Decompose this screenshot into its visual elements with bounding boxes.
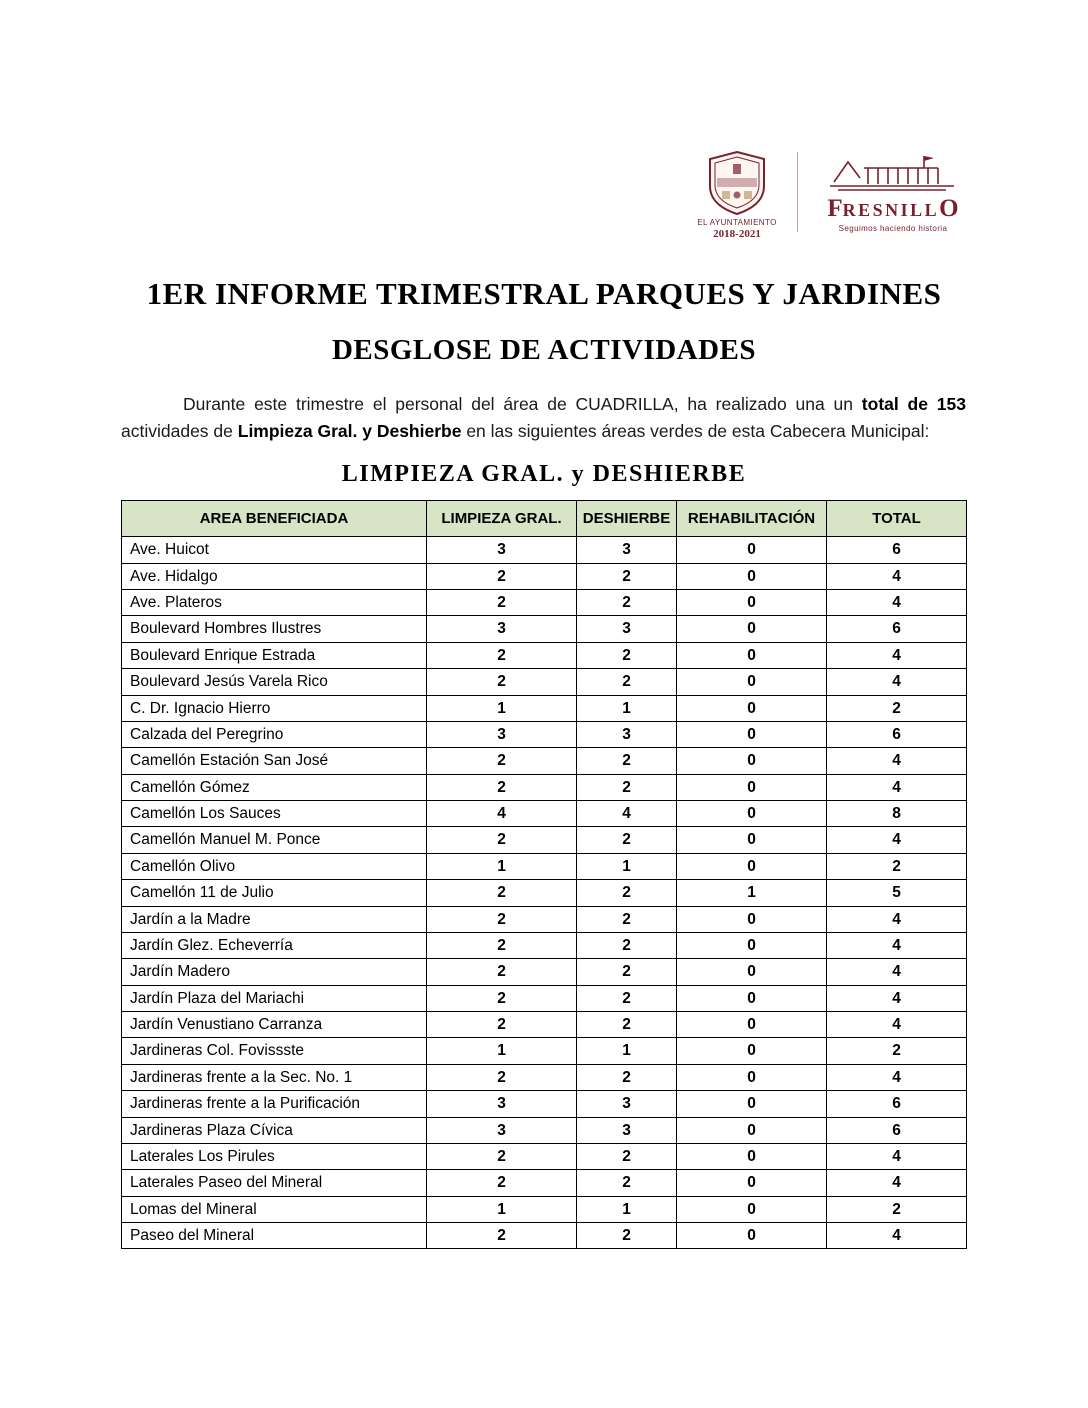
value-cell: 2 [827, 1196, 967, 1222]
area-cell: Boulevard Jesús Varela Rico [122, 669, 427, 695]
area-cell: Camellón Manuel M. Ponce [122, 827, 427, 853]
value-cell: 2 [427, 932, 577, 958]
value-cell: 3 [577, 1117, 677, 1143]
value-cell: 3 [427, 1091, 577, 1117]
value-cell: 1 [427, 1038, 577, 1064]
value-cell: 0 [677, 1143, 827, 1169]
value-cell: 4 [827, 590, 967, 616]
value-cell: 2 [427, 563, 577, 589]
header-deshierbe: DESHIERBE [577, 501, 677, 537]
value-cell: 2 [427, 985, 577, 1011]
value-cell: 1 [427, 853, 577, 879]
value-cell: 0 [677, 932, 827, 958]
value-cell: 2 [427, 1143, 577, 1169]
area-cell: C. Dr. Ignacio Hierro [122, 695, 427, 721]
value-cell: 2 [827, 853, 967, 879]
crest-caption-text: EL AYUNTAMIENTO [697, 218, 777, 227]
value-cell: 2 [427, 906, 577, 932]
value-cell: 1 [427, 695, 577, 721]
value-cell: 0 [677, 853, 827, 879]
value-cell: 6 [827, 721, 967, 747]
value-cell: 3 [577, 616, 677, 642]
intro-activity-bold: Limpieza Gral. y Deshierbe [237, 421, 462, 442]
value-cell: 2 [577, 959, 677, 985]
table-row [122, 774, 967, 800]
value-cell: 1 [577, 1038, 677, 1064]
value-cell: 2 [577, 1170, 677, 1196]
value-cell: 0 [677, 774, 827, 800]
table-row [122, 1091, 967, 1117]
area-cell: Lomas del Mineral [122, 1196, 427, 1222]
fresnillo-logo [814, 150, 972, 233]
area-cell: Jardín Venustiano Carranza [122, 1012, 427, 1038]
wordmark-middle: RESNILL [842, 200, 940, 220]
value-cell: 4 [827, 748, 967, 774]
area-cell: Boulevard Enrique Estrada [122, 642, 427, 668]
intro-seg1: Durante este trimestre el personal del área de CUADRILLA, ha realizado una un [183, 394, 862, 415]
value-cell: 0 [677, 827, 827, 853]
value-cell: 6 [827, 1117, 967, 1143]
value-cell: 0 [677, 590, 827, 616]
area-cell: Jardineras Plaza Cívica [122, 1117, 427, 1143]
value-cell: 1 [427, 1196, 577, 1222]
value-cell: 4 [827, 985, 967, 1011]
intro-total-bold: total de 153 [861, 394, 966, 415]
table-row [122, 1196, 967, 1222]
table-row [122, 1012, 967, 1038]
value-cell: 5 [827, 880, 967, 906]
value-cell: 1 [577, 695, 677, 721]
intro-paragraph [121, 391, 966, 445]
value-cell: 0 [677, 695, 827, 721]
value-cell: 3 [427, 537, 577, 563]
value-cell: 0 [677, 906, 827, 932]
value-cell: 4 [577, 801, 677, 827]
area-cell: Camellón Estación San José [122, 748, 427, 774]
value-cell: 2 [427, 827, 577, 853]
table-row [122, 748, 967, 774]
header-area-beneficiada: AREA BENEFICIADA [122, 501, 427, 537]
value-cell: 0 [677, 748, 827, 774]
wordmark-initial: F [827, 195, 843, 222]
value-cell: 6 [827, 616, 967, 642]
value-cell: 0 [677, 563, 827, 589]
fresnillo-wordmark [827, 196, 958, 221]
area-cell: Boulevard Hombres Ilustres [122, 616, 427, 642]
value-cell: 2 [427, 669, 577, 695]
wordmark-final: O [939, 195, 959, 222]
table-row [122, 880, 967, 906]
value-cell: 2 [427, 880, 577, 906]
value-cell: 3 [427, 616, 577, 642]
table-row [122, 669, 967, 695]
value-cell: 4 [827, 827, 967, 853]
value-cell: 4 [827, 642, 967, 668]
value-cell: 3 [577, 721, 677, 747]
intro-seg5: en las siguientes áreas verdes de esta Cabecera Municipal: [461, 421, 930, 442]
table-row [122, 1038, 967, 1064]
header-rehabilitacion: REHABILITACIÓN [677, 501, 827, 537]
value-cell: 2 [427, 774, 577, 800]
value-cell: 0 [677, 642, 827, 668]
value-cell: 2 [577, 1064, 677, 1090]
value-cell: 2 [577, 880, 677, 906]
value-cell: 3 [577, 1091, 677, 1117]
table-row [122, 1143, 967, 1169]
value-cell: 0 [677, 801, 827, 827]
logo-divider [797, 152, 798, 232]
value-cell: 0 [677, 616, 827, 642]
value-cell: 4 [827, 1143, 967, 1169]
area-cell: Calzada del Peregrino [122, 721, 427, 747]
value-cell: 1 [577, 1196, 677, 1222]
area-cell: Ave. Hidalgo [122, 563, 427, 589]
table-row [122, 853, 967, 879]
table-row [122, 827, 967, 853]
table-row [122, 1064, 967, 1090]
value-cell: 0 [677, 1223, 827, 1249]
area-cell: Camellón Gómez [122, 774, 427, 800]
table-row [122, 932, 967, 958]
area-cell: Jardineras Col. Fovissste [122, 1038, 427, 1064]
value-cell: 3 [577, 537, 677, 563]
area-cell: Laterales Paseo del Mineral [122, 1170, 427, 1196]
value-cell: 0 [677, 1038, 827, 1064]
value-cell: 4 [827, 1223, 967, 1249]
value-cell: 2 [577, 827, 677, 853]
brand-tagline: Seguimos haciendo historia [838, 224, 948, 233]
value-cell: 8 [827, 801, 967, 827]
value-cell: 2 [577, 748, 677, 774]
value-cell: 2 [577, 590, 677, 616]
value-cell: 2 [427, 748, 577, 774]
municipal-crest-logo [693, 150, 781, 241]
table-row [122, 959, 967, 985]
value-cell: 2 [427, 642, 577, 668]
crest-shield-icon [707, 150, 767, 216]
value-cell: 2 [427, 1064, 577, 1090]
value-cell: 2 [427, 590, 577, 616]
value-cell: 4 [827, 774, 967, 800]
area-cell: Camellón Los Sauces [122, 801, 427, 827]
value-cell: 0 [677, 1012, 827, 1038]
value-cell: 2 [827, 695, 967, 721]
value-cell: 0 [677, 1117, 827, 1143]
table-row [122, 590, 967, 616]
value-cell: 2 [577, 932, 677, 958]
table-row [122, 616, 967, 642]
fresnillo-building-icon [826, 150, 960, 194]
area-cell: Jardineras frente a la Sec. No. 1 [122, 1064, 427, 1090]
value-cell: 0 [677, 985, 827, 1011]
value-cell: 4 [827, 959, 967, 985]
activities-table [121, 500, 967, 1249]
value-cell: 2 [577, 563, 677, 589]
header-limpieza-gral: LIMPIEZA GRAL. [427, 501, 577, 537]
crest-caption [697, 218, 777, 241]
value-cell: 6 [827, 537, 967, 563]
value-cell: 2 [427, 1223, 577, 1249]
value-cell: 2 [577, 906, 677, 932]
value-cell: 2 [427, 1012, 577, 1038]
page-subtitle: DESGLOSE DE ACTIVIDADES [331, 334, 757, 367]
area-cell: Camellón Olivo [122, 853, 427, 879]
value-cell: 2 [577, 642, 677, 668]
area-cell: Camellón 11 de Julio [122, 880, 427, 906]
intro-seg3: actividades de [121, 421, 238, 442]
table-row [122, 801, 967, 827]
value-cell: 2 [577, 1012, 677, 1038]
area-cell: Jardín Madero [122, 959, 427, 985]
table-row [122, 1170, 967, 1196]
value-cell: 3 [427, 1117, 577, 1143]
table-row [122, 906, 967, 932]
value-cell: 4 [827, 932, 967, 958]
value-cell: 2 [577, 669, 677, 695]
value-cell: 4 [427, 801, 577, 827]
table-row [122, 721, 967, 747]
value-cell: 2 [427, 1170, 577, 1196]
header-total: TOTAL [827, 501, 967, 537]
table-header [122, 501, 967, 537]
page-title: 1ER INFORME TRIMESTRAL PARQUES Y JARDINES [146, 276, 942, 311]
value-cell: 0 [677, 1091, 827, 1117]
value-cell: 4 [827, 669, 967, 695]
area-cell: Ave. Huicot [122, 537, 427, 563]
value-cell: 2 [577, 1143, 677, 1169]
value-cell: 4 [827, 1064, 967, 1090]
value-cell: 0 [677, 721, 827, 747]
value-cell: 0 [677, 669, 827, 695]
value-cell: 4 [827, 563, 967, 589]
crest-years-text: 2018-2021 [713, 227, 761, 240]
value-cell: 1 [577, 853, 677, 879]
value-cell: 4 [827, 1170, 967, 1196]
area-cell: Jardineras frente a la Purificación [122, 1091, 427, 1117]
area-cell: Laterales Los Pirules [122, 1143, 427, 1169]
value-cell: 0 [677, 1170, 827, 1196]
value-cell: 1 [677, 880, 827, 906]
value-cell: 6 [827, 1091, 967, 1117]
value-cell: 2 [577, 774, 677, 800]
table-row [122, 985, 967, 1011]
table-row [122, 642, 967, 668]
table-row [122, 1117, 967, 1143]
area-cell: Jardín Plaza del Mariachi [122, 985, 427, 1011]
table-body [122, 537, 967, 1249]
area-cell: Paseo del Mineral [122, 1223, 427, 1249]
value-cell: 0 [677, 1196, 827, 1222]
area-cell: Jardín a la Madre [122, 906, 427, 932]
table-row [122, 537, 967, 563]
value-cell: 0 [677, 1064, 827, 1090]
value-cell: 4 [827, 1012, 967, 1038]
value-cell: 3 [427, 721, 577, 747]
value-cell: 2 [577, 985, 677, 1011]
page-header [693, 150, 972, 241]
value-cell: 2 [827, 1038, 967, 1064]
table-row [122, 563, 967, 589]
value-cell: 2 [427, 959, 577, 985]
table-title: LIMPIEZA GRAL. y DESHIERBE [341, 461, 747, 488]
value-cell: 4 [827, 906, 967, 932]
table-row [122, 695, 967, 721]
value-cell: 2 [577, 1223, 677, 1249]
area-cell: Jardín Glez. Echeverría [122, 932, 427, 958]
table-row [122, 1223, 967, 1249]
area-cell: Ave. Plateros [122, 590, 427, 616]
value-cell: 0 [677, 959, 827, 985]
table-header-row [122, 501, 967, 537]
value-cell: 0 [677, 537, 827, 563]
